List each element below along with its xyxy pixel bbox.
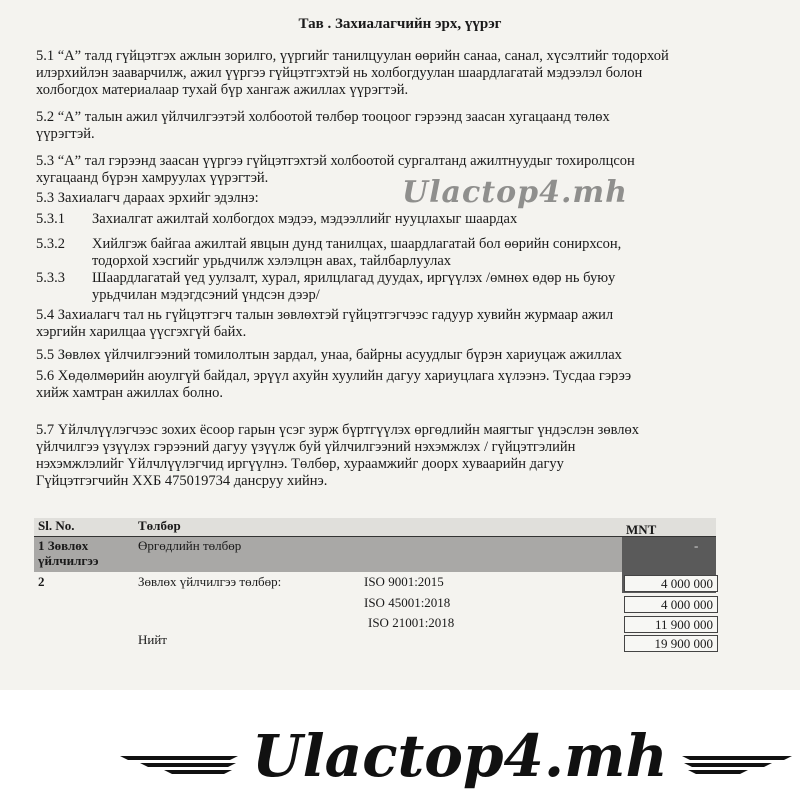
- row2-item3-standard: ISO 21001:2018: [368, 615, 455, 630]
- header-currency: MNT: [626, 522, 657, 537]
- watermark-middle: Ulactop4.mh: [402, 175, 628, 210]
- para-5-4-line2: хэргийн харилцаа үүсгэхгүй байх.: [36, 324, 247, 340]
- row1-sl-line1: 1 Зөвлөх: [38, 538, 89, 553]
- section-title: Тав . Захиалагчийн эрх, үүрэг: [298, 16, 502, 32]
- para-5-7-line2: үйлчилгээ үзүүлэх гэрээний дагуу үзүүлж буй үйлчилгээний нэхэмжлэх / гүйцэтгэлийн: [36, 439, 576, 455]
- para-5-6-line1: 5.6 Хөдөлмөрийн аюулгүй байдал, эрүүл ахуйн хуулийн дагуу хариуцлага хүлээнэ. Тусдаа гэрээ: [36, 368, 632, 384]
- total-label: Нийт: [138, 632, 167, 647]
- header-payment: Төлбөр: [138, 518, 181, 533]
- sub-5-3-1-number: 5.3.1: [36, 211, 65, 227]
- para-5-2-line1: 5.2 “А” талын ажил үйлчилгээтэй холбоотой төлбөр тооцоог гэрээнд заасан хугацаанд төлөх: [36, 109, 610, 125]
- para-5-2-line2: үүрэгтэй.: [36, 126, 95, 142]
- sub-5-3-2-number: 5.3.2: [36, 236, 65, 252]
- sub-5-3-2-line1: Хийлгэж байгаа ажилтай явцын дунд танилцах, шаардлагатай бол өөрийн сонирхсон,: [92, 236, 622, 252]
- para-5-7-line3: нэхэмжлэлийг Үйлчлүүлэгчид иргүүлнэ. Төлбөр, хураамжийг доорх хуваарийн дагуу: [36, 456, 564, 472]
- para-5-3-rights: 5.3 Захиалагч дараах эрхийг эдэлнэ:: [36, 190, 259, 206]
- row2-item1-amount: 4 000 000: [624, 575, 718, 592]
- para-5-4-line1: 5.4 Захиалагч тал нь гүйцэтгэгч талын зөвлөхтэй гүйцэтгэгчээс гадуур хувийн журмаар ажил: [36, 307, 614, 323]
- total-amount: 19 900 000: [624, 635, 718, 652]
- row1-sl-line2: үйлчилгээ: [38, 553, 99, 568]
- sub-5-3-3-number: 5.3.3: [36, 270, 65, 286]
- row2-item2-amount: 4 000 000: [624, 596, 718, 613]
- row1-amount: -: [694, 538, 699, 553]
- right-wing-icon: [680, 752, 792, 776]
- fee-table: [34, 518, 716, 660]
- para-5-1-line3: холбогдох материалаар тухай бүр хангаж ажиллах үүрэгтэй.: [36, 82, 409, 98]
- para-5-5: 5.5 Зөвлөх үйлчилгээний томилолтын зардал, унаа, байрны асуудлыг бүрэн хариуцаж ажиллах: [36, 347, 622, 363]
- para-5-3-line1: 5.3 “А” тал гэрээнд заасан үүргээ гүйцэтгэхтэй холбоотой сургалтанд ажилтнуудыг тохиролцсон: [36, 153, 635, 169]
- table-header-row: [34, 518, 716, 537]
- row2-item3-amount: 11 900 000: [624, 616, 718, 633]
- row2-sl: 2: [38, 574, 45, 589]
- row2-item2-standard: ISO 45001:2018: [364, 595, 451, 610]
- left-wing-icon: [120, 752, 240, 776]
- site-watermark: [0, 722, 800, 802]
- para-5-7-line4: Гүйцэтгэгчийн ХХБ 475019734 дансруу хийнэ.: [36, 473, 328, 489]
- para-5-3-line2: хугацаанд бүрэн хамруулах үүрэгтэй.: [36, 170, 269, 186]
- para-5-6-line2: хийж хамтран ажиллах болно.: [36, 385, 223, 401]
- para-5-7-line1: 5.7 Үйлчлүүлэгчээс зохих ёсоор гарын үсэг зурж бүртгүүлэх өргөдлийн маягтыг үндэслэн зөвлөх: [36, 422, 639, 438]
- watermark-logo-text: Ulactop4.mh: [252, 722, 668, 790]
- sub-5-3-3-line1: Шаардлагатай үед уулзалт, хурал, ярилцлагад дуудах, иргүүлэх /өмнөх өдөр нь буюу: [92, 270, 616, 286]
- sub-5-3-2-line2: тодорхой хэсгийг урьдчилж хэлэлцэн авах, тайлбарлуулах: [92, 253, 452, 269]
- row2-label: Зөвлөх үйлчилгээ төлбөр:: [138, 574, 282, 589]
- row1-label: Өргөдлийн төлбөр: [138, 538, 242, 553]
- para-5-1-line1: 5.1 “А” талд гүйцэтгэх ажлын зорилго, үүргийг танилцуулан өөрийн санаа, санал, хүсэлтийг тодорхой: [36, 48, 669, 64]
- sub-5-3-1-text: Захиалгат ажилтай холбогдох мэдээ, мэдээллийг нууцлахыг шаардах: [92, 211, 518, 227]
- header-sl-no: Sl. No.: [38, 518, 75, 533]
- sub-5-3-3-line2: урьдчилан мэдэгдсэний үндсэн дээр/: [92, 287, 320, 303]
- para-5-1-line2: илэрхийлэн зааварчилж, ажил үүргээ гүйцэтгэхтэй нь холбогдуулан шаардлагатай мэдээлэл болон: [36, 65, 643, 81]
- row2-item1-standard: ISO 9001:2015: [364, 574, 444, 589]
- table-row-application-fee: [34, 537, 716, 572]
